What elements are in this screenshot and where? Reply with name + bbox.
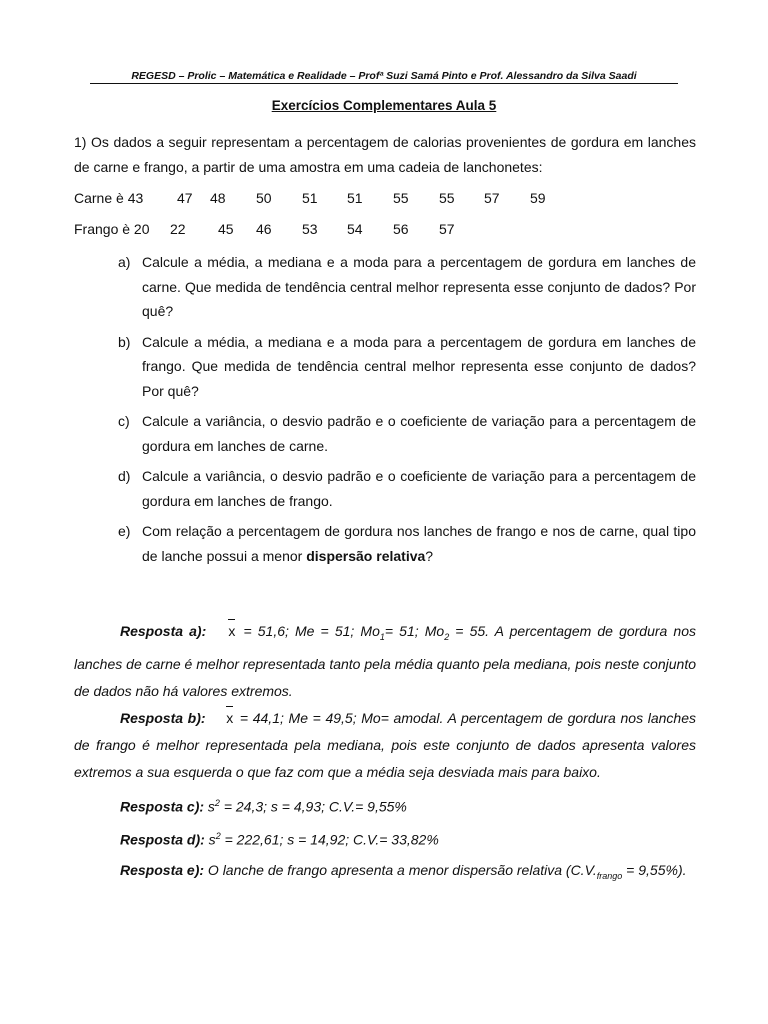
carne-value: 59: [530, 190, 546, 206]
subscript: frango: [596, 870, 623, 881]
frango-label: Frango è 20: [74, 221, 150, 237]
item-label: a): [118, 254, 131, 270]
question-items: [118, 250, 696, 574]
answer-text: O lanche de frango apresenta a menor dispersão relativa (C.V.: [204, 862, 597, 878]
item-label: c): [118, 413, 130, 429]
subscript: 2: [444, 631, 450, 642]
answer-text: s: [204, 798, 215, 815]
answer-label: Resposta a):: [120, 623, 207, 639]
item-label: e): [118, 523, 131, 539]
answer-e: [74, 857, 696, 890]
frango-value: 22: [170, 221, 186, 237]
item-text: Calcule a média, a mediana e a moda para a percentagem de gordura em lanches de carne. Que medida de tendência central melhor representa esse conjunto de dados? Por quê?: [142, 254, 696, 319]
answer-text: = 24,3; s = 4,93; C.V.= 9,55%: [219, 798, 407, 815]
answer-text: s: [204, 831, 216, 848]
answer-label: Resposta b):: [120, 710, 206, 726]
page-header: REGESD – Prolic – Matemática e Realidade – Profª Suzi Samá Pinto e Prof. Alessandro da Silva Saadi: [90, 70, 678, 84]
answer-label: Resposta c):: [120, 798, 205, 815]
question-item: [118, 330, 696, 404]
carne-value: 55: [393, 190, 409, 206]
carne-value: 47: [177, 190, 193, 206]
frango-value: 46: [256, 221, 272, 237]
answer-text: = 55. A percentagem de gordura nos lanches de carne é melhor representada tanto pela média quanto pela mediana, pois neste conjunto de dados não há valores extremos.: [74, 623, 697, 699]
mean-symbol: x: [224, 705, 235, 732]
item-text: Com relação a percentagem de gordura nos lanches de frango e nos de carne, qual tipo de lanche possui a menor: [142, 523, 696, 564]
item-label: d): [118, 468, 131, 484]
answer-text: = 222,61; s = 14,92; C.V.= 33,82%: [220, 831, 439, 848]
answer-text: = 51,6; Me = 51; Mo: [237, 623, 380, 639]
question-item: [118, 250, 696, 324]
frango-value: 45: [218, 221, 234, 237]
answer-d: [74, 823, 696, 854]
answer-text: = 9,55%).: [622, 862, 687, 878]
carne-value: 51: [347, 190, 363, 206]
carne-label: Carne è 43: [74, 190, 144, 206]
question-item: [118, 519, 696, 568]
subscript: 1: [379, 631, 385, 642]
carne-value: 50: [256, 190, 272, 206]
answer-label: Resposta e):: [120, 862, 205, 878]
mean-symbol: x: [226, 618, 237, 645]
carne-value: 51: [302, 190, 318, 206]
frango-value: 57: [439, 221, 455, 237]
item-emphasis: dispersão relativa: [306, 547, 426, 564]
carne-value: 55: [439, 190, 455, 206]
carne-value: 48: [210, 190, 226, 206]
answer-a: [74, 618, 696, 705]
answer-text: = 51; Mo: [384, 623, 445, 639]
item-label: b): [118, 333, 131, 350]
item-text: Calcule a variância, o desvio padrão e o coeficiente de variação para a percentagem de gordura em lanches de frango.: [142, 468, 696, 509]
page-title: Exercícios Complementares Aula 5: [271, 98, 497, 113]
answer-c: [74, 790, 696, 821]
answer-label: Resposta d):: [120, 831, 205, 848]
answer-b: [74, 705, 696, 786]
frango-value: 56: [393, 221, 409, 237]
superscript: 2: [215, 831, 221, 841]
item-text: Calcule a média, a mediana e a moda para a percentagem de gordura em lanches de frango. Que medida de tendência central melhor representa esse conjunto de dados? Por quê?: [142, 333, 696, 399]
superscript: 2: [214, 798, 220, 808]
answer-text: = 44,1; Me = 49,5; Mo= amodal. A percentagem de gordura nos lanches de frango é melhor representada pela mediana, pois este conjunto de dados apresenta valores extremos a sua esquerda o que faz com que a média seja desviada mais para baixo.: [74, 710, 696, 780]
frango-value: 54: [347, 221, 363, 237]
question-item: [118, 464, 696, 513]
item-text-end: ?: [425, 547, 434, 564]
question-item: [118, 409, 696, 458]
question-intro: 1) Os dados a seguir representam a percentagem de calorias provenientes de gordura em lanches de carne e frango, a partir de uma amostra em uma cadeia de lanchonetes:: [74, 134, 696, 175]
frango-value: 53: [302, 221, 318, 237]
item-text: Calcule a variância, o desvio padrão e o coeficiente de variação para a percentagem de gordura em lanches de carne.: [142, 413, 696, 454]
carne-value: 57: [484, 190, 500, 206]
